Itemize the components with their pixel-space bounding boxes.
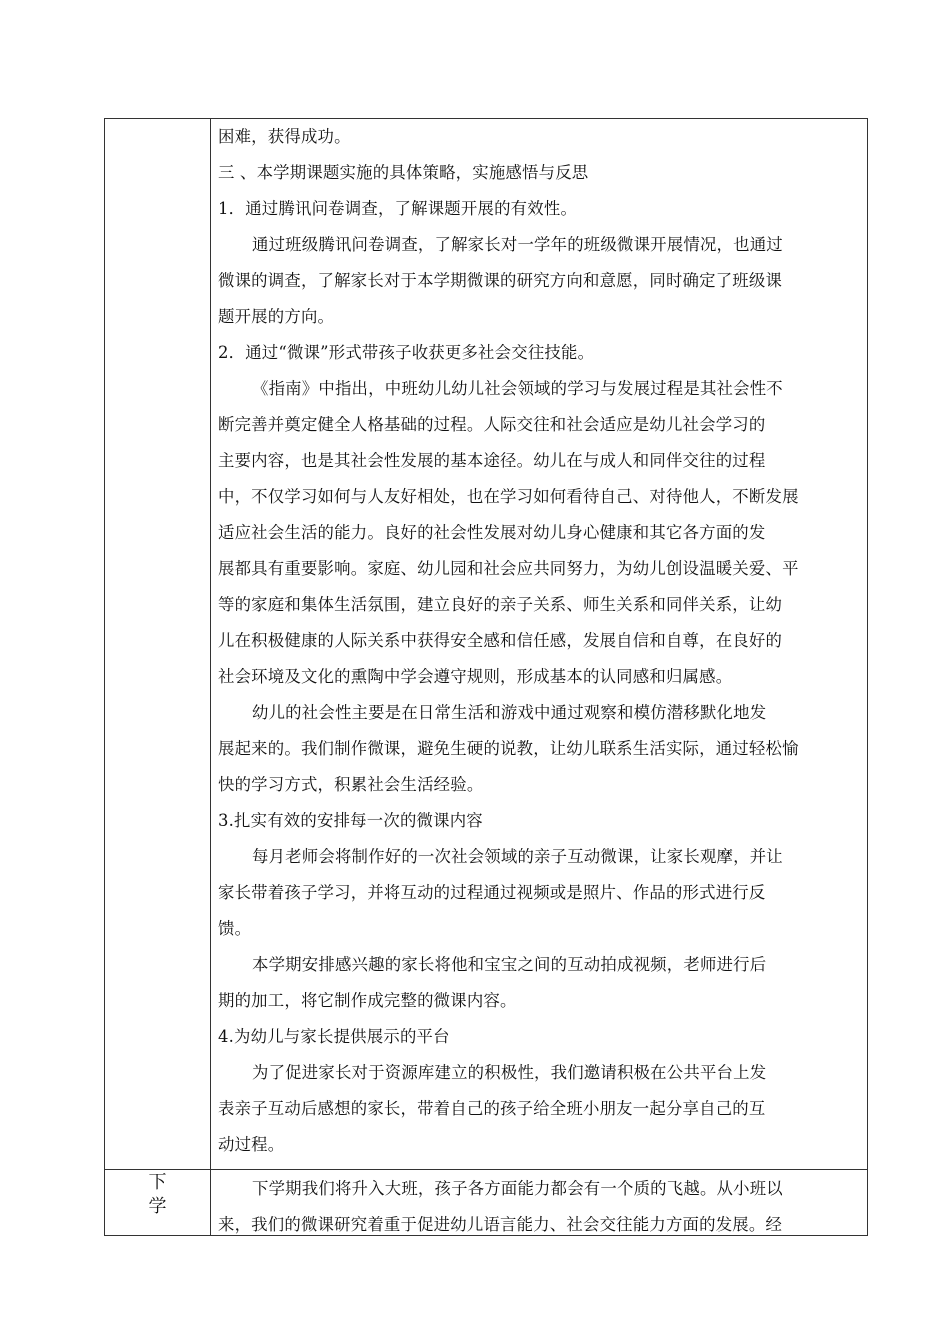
section-heading: 三 、本学期课题实施的具体策略，实施感悟与反思 xyxy=(218,163,589,182)
text-line: 下学期我们将升入大班，孩子各方面能力都会有一个质的飞越。从小班以 xyxy=(252,1179,783,1198)
text-line: 幼儿的社会性主要是在日常生活和游戏中通过观察和模仿潜移默化地发 xyxy=(252,703,767,722)
subheading: 2．通过“微课”形式带孩子收获更多社会交往技能。 xyxy=(218,343,595,362)
text-line: 期的加工，将它制作成完整的微课内容。 xyxy=(218,991,517,1010)
subheading: 3.扎实有效的安排每一次的微课内容 xyxy=(218,811,483,830)
text-line: 表亲子互动后感想的家长，带着自己的孩子给全班小朋友一起分享自己的互 xyxy=(218,1099,766,1118)
label-char: 下 xyxy=(148,1172,167,1193)
text-line: 动过程。 xyxy=(218,1135,285,1154)
text-line: 微课的调查，了解家长对于本学期微课的研究方向和意愿，同时确定了班级课 xyxy=(218,271,783,290)
text-line: 本学期安排感兴趣的家长将他和宝宝之间的互动拍成视频，老师进行后 xyxy=(252,955,767,974)
text-line: 困难，获得成功。 xyxy=(218,127,351,146)
text-line: 展起来的。我们制作微课，避免生硬的说教，让幼儿联系生活实际，通过轻松愉 xyxy=(218,739,799,758)
text-line: 来，我们的微课研究着重于促进幼儿语言能力、社会交往能力方面的发展。经 xyxy=(218,1215,783,1234)
strategy-cell xyxy=(218,119,861,1163)
next-term-label xyxy=(105,1171,210,1219)
text-line: 通过班级腾讯问卷调查，了解家长对一学年的班级微课开展情况，也通过 xyxy=(252,235,783,254)
text-line: 《指南》中指出，中班幼儿幼儿社会领域的学习与发展过程是其社会性不 xyxy=(252,379,783,398)
subheading: 4.为幼儿与家长提供展示的平台 xyxy=(218,1027,450,1046)
text-line: 每月老师会将制作好的一次社会领域的亲子互动微课，让家长观摩，并让 xyxy=(252,847,783,866)
column-divider xyxy=(210,119,211,1235)
next-term-cell xyxy=(218,1171,861,1243)
text-line: 快的学习方式，积累社会生活经验。 xyxy=(218,775,484,794)
label-char: 学 xyxy=(148,1196,167,1217)
text-line: 为了促进家长对于资源库建立的积极性，我们邀请积极在公共平台上发 xyxy=(252,1063,767,1082)
text-line: 断完善并奠定健全人格基础的过程。人际交往和社会适应是幼儿社会学习的 xyxy=(218,415,766,434)
text-line: 家长带着孩子学习，并将互动的过程通过视频或是照片、作品的形式进行反 xyxy=(218,883,766,902)
text-line: 社会环境及文化的熏陶中学会遵守规则，形成基本的认同感和归属感。 xyxy=(218,667,733,686)
row-divider xyxy=(105,1169,867,1170)
subheading: 1．通过腾讯问卷调查，了解课题开展的有效性。 xyxy=(218,199,578,218)
text-line: 展都具有重要影响。家庭、幼儿园和社会应共同努力，为幼儿创设温暖关爱、平 xyxy=(218,559,799,578)
text-line: 儿在积极健康的人际关系中获得安全感和信任感，发展自信和自尊，在良好的 xyxy=(218,631,783,650)
text-line: 馈。 xyxy=(218,919,252,938)
plan-table xyxy=(104,118,868,1236)
text-line: 主要内容，也是其社会性发展的基本途径。幼儿在与成人和同伴交往的过程 xyxy=(218,451,766,470)
text-line: 题开展的方向。 xyxy=(218,307,335,326)
text-line: 适应社会生活的能力。良好的社会性发展对幼儿身心健康和其它各方面的发 xyxy=(218,523,766,542)
text-line: 中，不仅学习如何与人友好相处，也在学习如何看待自己、对待他人，不断发展 xyxy=(218,487,799,506)
text-line: 等的家庭和集体生活氛围，建立良好的亲子关系、师生关系和同伴关系，让幼 xyxy=(218,595,783,614)
